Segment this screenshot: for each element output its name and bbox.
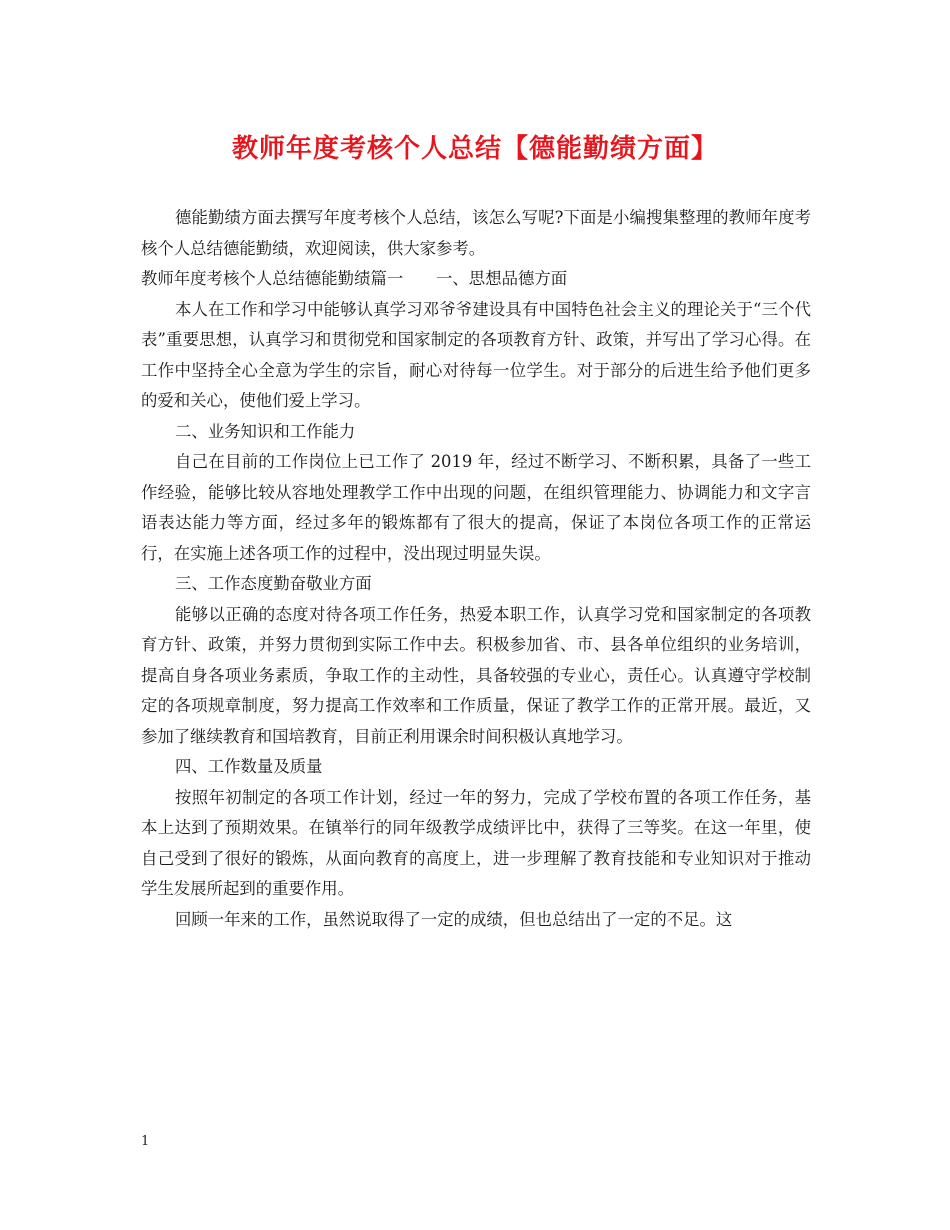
heading-work-attitude: 三、工作态度勤奋敬业方面 — [175, 574, 372, 593]
paragraph-review: 回顾一年来的工作，虽然说取得了一定的成绩，但也总结出了一定的不足。这 — [175, 909, 733, 929]
intro-paragraph: 德能勤绩方面去撰写年度考核个人总结，该怎么写呢?下面是小编搜集整理的教师年度考核个人总结德能勤绩，欢迎阅读，供大家参考。 — [141, 208, 811, 258]
document-title: 教师年度考核个人总结【德能勤绩方面】 — [231, 134, 718, 164]
heading-business-knowledge: 二、业务知识和工作能力 — [175, 421, 356, 441]
paragraph-ideology: 本人在工作和学习中能够认真学习邓爷爷建设具有中国特色社会主义的理论关于“三个代表”重要思想，认真学习和贯彻党和国家制定的各项教育方针、政策，并写出了学习心得。在工作中坚持全心全意为学生的宗旨，耐心对待每一位学生。对于部分的后进生给予他们更多的爱和关心，使他们爱上学习。 — [141, 299, 811, 410]
heading-work-quantity: 四、工作数量及质量 — [175, 757, 323, 776]
section-subheading: 教师年度考核个人总结德能勤绩篇一 一、思想品德方面 — [141, 269, 568, 288]
page-number: 1 — [141, 1134, 150, 1149]
paragraph-business-knowledge: 自己在目前的工作岗位上已工作了 2019 年，经过不断学习、不断积累，具备了一些工作经验，能够比较从容地处理教学工作中出现的问题，在组织管理能力、协调能力和文字言语表达能力等方面，经过多年的锻炼都有了很大的提高，保证了本岗位各项工作的正常运行，在实施上述各项工作的过程中，没出现过明显失误。 — [141, 452, 811, 563]
document-body — [141, 203, 811, 935]
paragraph-work-quantity: 按照年初制定的各项工作计划，经过一年的努力，完成了学校布置的各项工作任务，基本上达到了预期效果。在镇举行的同年级教学成绩评比中，获得了三等奖。在这一年里，使自己受到了很好的锻炼，从面向教育的高度上，进一步理解了教育技能和专业知识对于推动学生发展所起到的重要作用。 — [141, 787, 811, 898]
paragraph-work-attitude: 能够以正确的态度对待各项工作任务，热爱本职工作，认真学习党和国家制定的各项教育方针、政策，并努力贯彻到实际工作中去。积极参加省、市、县各单位组织的业务培训，提高自身各项业务素质，争取工作的主动性，具备较强的专业心，责任心。认真遵守学校制定的各项规章制度，努力提高工作效率和工作质量，保证了教学工作的正常开展。最近，又参加了继续教育和国培教育，目前正利用课余时间积极认真地学习。 — [141, 604, 811, 746]
